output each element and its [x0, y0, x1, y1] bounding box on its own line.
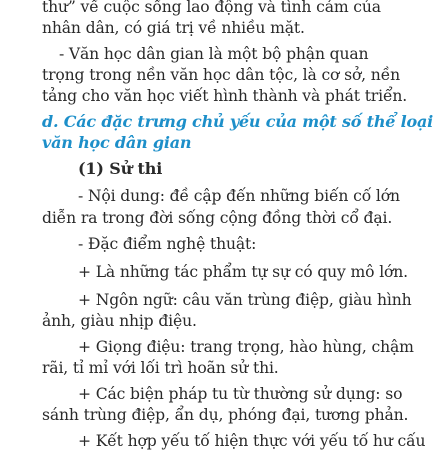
text-line: - Nội dung: đề cập đến những biến cố lớn — [78, 187, 400, 205]
text-line: sánh trùng điệp, ẩn dụ, phóng đại, tương phản. — [42, 406, 409, 424]
text-line: + Là những tác phẩm tự sự có quy mô lớn. — [78, 263, 408, 281]
text-line: trọng trong nền văn học dân tộc, là cơ sở, nền — [42, 66, 401, 84]
section-heading: văn học dân gian — [42, 133, 192, 152]
subsection-heading: (1) Sử thi — [78, 159, 163, 178]
text-line: + Kết hợp yếu tố hiện thực với yếu tố hư cấu — [78, 432, 426, 450]
text-line: thư” về cuộc sống lao động và tình cảm của — [42, 0, 381, 16]
text-line: tảng cho văn học viết hình thành và phát triển. — [42, 87, 408, 105]
section-heading: d. Các đặc trưng chủ yếu của một số thể loại — [42, 112, 433, 131]
text-line: + Ngôn ngữ: câu văn trùng điệp, giàu hình — [78, 291, 412, 309]
text-line: - Đặc điểm nghệ thuật: — [78, 235, 257, 253]
text-line: nhân dân, có giá trị về nhiều mặt. — [42, 19, 305, 37]
text-line: ảnh, giàu nhịp điệu. — [42, 312, 197, 330]
text-line: + Các biện pháp tu từ thường sử dụng: so — [78, 385, 403, 403]
text-line: + Giọng điệu: trang trọng, hào hùng, chậm — [78, 338, 414, 356]
text-line: - Văn học dân gian là một bộ phận quan — [59, 45, 369, 63]
text-line: rãi, tỉ mỉ với lối trì hoãn sử thi. — [42, 359, 279, 377]
text-line: diễn ra trong đời sống cộng đồng thời cổ đại. — [42, 209, 393, 227]
